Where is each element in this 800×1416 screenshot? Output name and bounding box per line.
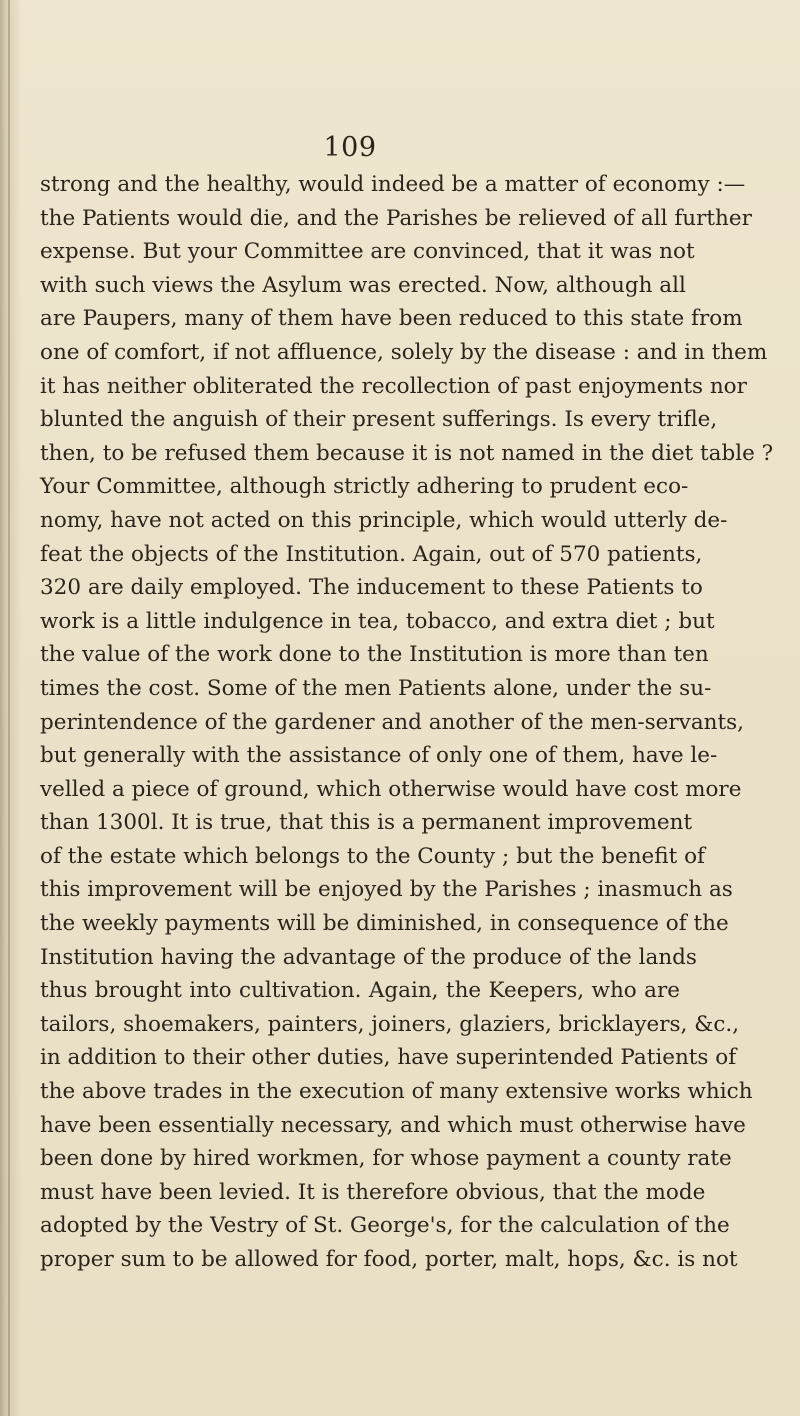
text-line: adopted by the Vestry of St. George's, for the calculation of the: [40, 1213, 730, 1239]
text-line: then, to be refused them because it is not named in the diet table ?: [40, 440, 774, 466]
text-line: of the estate which belongs to the County ; but the benefit of: [40, 843, 705, 869]
page-number: 109: [323, 132, 377, 163]
text-line: 320 are daily employed. The inducement to these Patients to: [40, 575, 703, 601]
text-line: thus brought into cultivation. Again, the Keepers, who are: [40, 978, 680, 1004]
text-line: Institution having the advantage of the produce of the lands: [40, 944, 697, 970]
text-line: velled a piece of ground, which otherwise would have cost more: [40, 776, 742, 802]
text-line: perintendence of the gardener and another of the men-servants,: [40, 709, 744, 735]
text-line: nomy, have not acted on this principle, which would utterly de-: [40, 507, 728, 533]
text-line: are Paupers, many of them have been reduced to this state from: [40, 306, 743, 332]
text-line: been done by hired workmen, for whose payment a county rate: [40, 1146, 732, 1172]
body-text: [40, 168, 774, 1277]
text-line: work is a little indulgence in tea, tobacco, and extra diet ; but: [40, 608, 715, 634]
text-line: than 1300l. It is true, that this is a permanent improvement: [40, 810, 693, 836]
text-line: this improvement will be enjoyed by the Parishes ; inasmuch as: [40, 877, 733, 903]
binding-gutter: [8, 0, 10, 1416]
text-line: the weekly payments will be diminished, in consequence of the: [40, 911, 729, 937]
text-line: times the cost. Some of the men Patients alone, under the su-: [40, 675, 712, 701]
text-line: it has neither obliterated the recollection of past enjoyments nor: [40, 373, 747, 399]
text-line: in addition to their other duties, have superintended Patients of: [40, 1045, 737, 1071]
text-line: have been essentially necessary, and which must otherwise have: [40, 1112, 746, 1138]
text-line: tailors, shoemakers, painters, joiners, glaziers, bricklayers, &c.,: [40, 1011, 740, 1037]
text-line: feat the objects of the Institution. Again, out of 570 patients,: [40, 541, 703, 567]
text-line: but generally with the assistance of only one of them, have le-: [40, 743, 718, 769]
text-line: the value of the work done to the Institution is more than ten: [40, 642, 709, 668]
text-line: Your Committee, although strictly adhering to prudent eco-: [40, 474, 689, 500]
text-line: the above trades in the execution of many extensive works which: [40, 1079, 753, 1105]
text-line: blunted the anguish of their present sufferings. Is every trifle,: [40, 407, 718, 433]
text-line: the Patients would die, and the Parishes be relieved of all further: [40, 205, 752, 231]
text-line: strong and the healthy, would indeed be a matter of economy :—: [40, 172, 746, 197]
text-line: must have been levied. It is therefore obvious, that the mode: [40, 1179, 706, 1205]
text-line: proper sum to be allowed for food, porter, malt, hops, &c. is not: [40, 1247, 738, 1272]
text-line: one of comfort, if not affluence, solely by the disease : and in them: [40, 339, 768, 365]
text-line: with such views the Asylum was erected. Now, although all: [40, 272, 686, 298]
text-line: expense. But your Committee are convinced, that it was not: [40, 239, 695, 265]
